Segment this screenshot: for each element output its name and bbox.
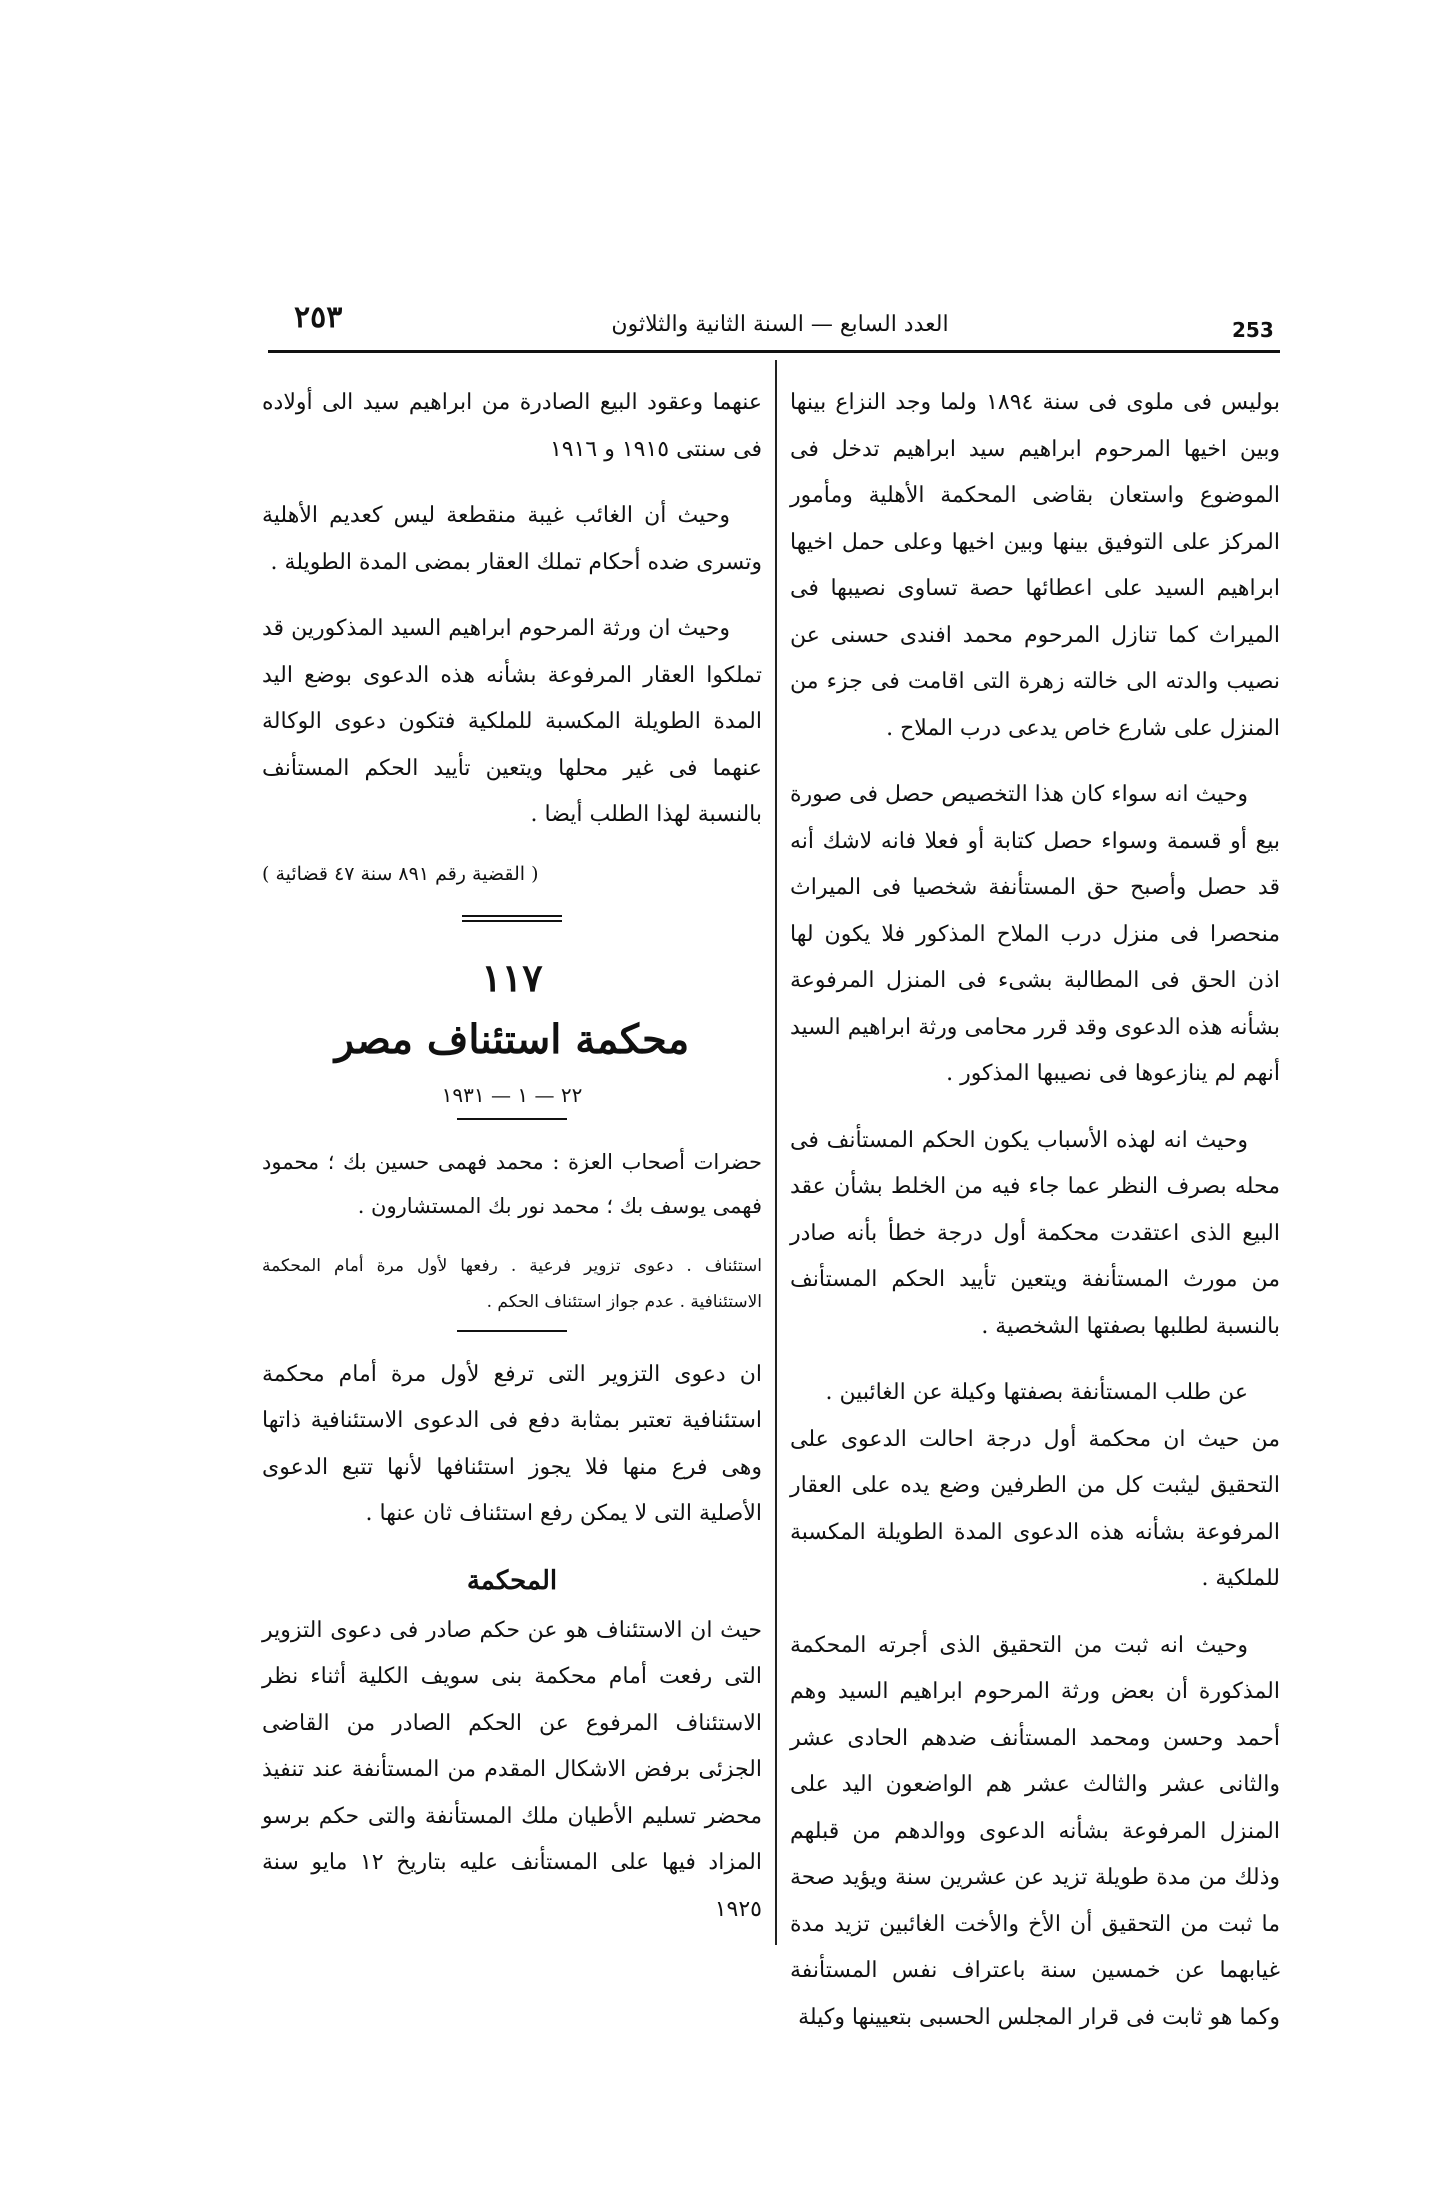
left-paragraph-2: وحيث أن الغائب غيبة منقطعة ليس كعديم الأهلية وتسرى ضده أحكام تملك العقار بمضى المدة الطويلة .: [262, 503, 762, 575]
page-number-latin: 253: [1232, 318, 1274, 342]
left-paragraph-3: وحيث ان ورثة المرحوم ابراهيم السيد المذكورين قد تملكوا العقار المرفوعة بشأنه هذه الدعوى بوضع اليد المدة الطويلة المكسبة للملكية فتكون دعوى الوكالة عنهما فى غير محلها ويتعين تأييد الحكم المستأنف بالنسبة لهذا الطلب أيضا .: [262, 616, 762, 827]
right-column: [790, 380, 1280, 2061]
left-column: [262, 380, 762, 1953]
running-header-title: العدد السابع — السنة الثانية والثلاثون: [611, 312, 949, 337]
left-paragraph-1: عنهما وعقود البيع الصادرة من ابراهيم سيد الى أولاده فى سنتى ١٩١٥ و ١٩١٦: [262, 390, 762, 462]
separator-double-rule: [462, 915, 562, 922]
separator-rule: [457, 1118, 567, 1120]
left-paragraph-4: حيث ان الاستئناف هو عن حكم صادر فى دعوى التزوير التى رفعت أمام محكمة بنى سويف الكلية أثناء نظر الاستئناف المرفوع عن الحكم الصادر من القاضى الجزئى برفض الاشكال المقدم من المستأنفة عند تنفيذ محضر تسليم الأطيان ملك المستأنفة والتى حكم برسو المزاد فيها على المستأنف عليه بتاريخ ١٢ مايو سنة ١٩٢٥: [262, 1617, 762, 1922]
case-number: ١١٧: [481, 954, 543, 1000]
separator-rule-3: [457, 1330, 567, 1332]
court-name: محكمة استئناف مصر: [334, 1015, 690, 1063]
right-paragraph-3: وحيث انه لهذه الأسباب يكون الحكم المستأنف فى محله بصرف النظر عما جاء فيه من الخلط بشأن عقد البيع الذى اعتقدت محكمة أول درجة خطأ بأنه صادر من مورث المستأنفة ويتعين تأييد الحكم المستأنف بالنسبة لطلبها بصفتها الشخصية .: [790, 1127, 1280, 1339]
section-heading: المحكمة: [466, 1565, 558, 1596]
right-paragraph-4: عن طلب المستأنفة بصفتها وكيلة عن الغائبين .: [825, 1380, 1248, 1405]
case-citation: ( القضية رقم ٨٩١ سنة ٤٧ قضائية ): [262, 862, 539, 885]
case-summary: استئناف . دعوى تزوير فرعية . رفعها لأول مرة أمام المحكمة الاستئنافية . عدم جواز استئناف الحكم .: [262, 1255, 762, 1312]
judges-list: حضرات أصحاب العزة : محمد فهمى حسين بك ؛ محمود فهمى يوسف بك ؛ محمد نور بك المستشارون .: [262, 1149, 762, 1218]
page-number-arabic: ٢٥٣: [294, 300, 343, 335]
right-paragraph-5: من حيث ان محكمة أول درجة احالت الدعوى على التحقيق ليثبت كل من الطرفين وضع يده على العقار المرفوعة بشأنه هذه الدعوى المدة الطويلة المكسبة للملكية .: [790, 1426, 1280, 1591]
column-divider: [775, 360, 777, 1945]
header-rule: [268, 350, 1280, 353]
right-paragraph-2: وحيث انه سواء كان هذا التخصيص حصل فى صورة بيع أو قسمة وسواء حصل كتابة أو فعلا فانه لاشك أنه قد حصل وأصبح حق المستأنفة شخصيا فى الميراث منحصرا فى منزل درب الملاح المذكور فلا يكون لها اذن الحق فى المطالبة بشىء فى المنزل المرفوعة بشأنه هذه الدعوى وقد قرر محامى ورثة ابراهيم السيد أنهم لم ينازعوها فى نصيبها المذكور .: [789, 782, 1280, 1086]
right-paragraph-1: بوليس فى ملوى فى سنة ١٨٩٤ ولما وجد النزاع بينها وبين اخيها المرحوم ابراهيم سيد ابراهيم تدخل فى الموضوع واستعان بقاضى المحكمة الأهلية ومأمور المركز على التوفيق بينها وبين اخيها وعلى حمل اخيها ابراهيم السيد على اعطائها حصة تساوى نصيبها فى الميراث كما تنازل المرحوم محمد افندى حسنى عن نصيب والدته الى خالته زهرة التى اقامت فى جزء من المنزل على شارع خاص يدعى درب الملاح .: [790, 390, 1280, 741]
case-date: ٢٢ — ١ — ١٩٣١: [441, 1082, 583, 1107]
legal-principle: ان دعوى التزوير التى ترفع لأول مرة أمام محكمة استئنافية تعتبر بمثابة دفع فى الدعوى الاستئنافية ذاتها وهى فرع منها فلا يجوز استئنافها لأنها تتبع الدعوى الأصلية التى لا يمكن رفع استئناف ثان عنها .: [262, 1361, 762, 1526]
right-paragraph-6: وحيث انه ثبت من التحقيق الذى أجرته المحكمة المذكورة أن بعض ورثة المرحوم ابراهيم السيد وهم أحمد وحسن ومحمد المستأنف ضدهم الحادى عشر والثانى عشر والثالث عشر هم الواضعون اليد على المنزل المرفوعة بشأنه الدعوى ووالدهم من قبلهم وذلك من مدة طويلة تزيد عن عشرين سنة ويؤيد صحة ما ثبت من التحقيق أن الأخ والأخت الغائبين تزيد مدة غيابهما عن خمسين سنة باعتراف نفس المستأنفة وكما هو ثابت فى قرار المجلس الحسبى بتعيينها وكيلة: [790, 1632, 1280, 2030]
